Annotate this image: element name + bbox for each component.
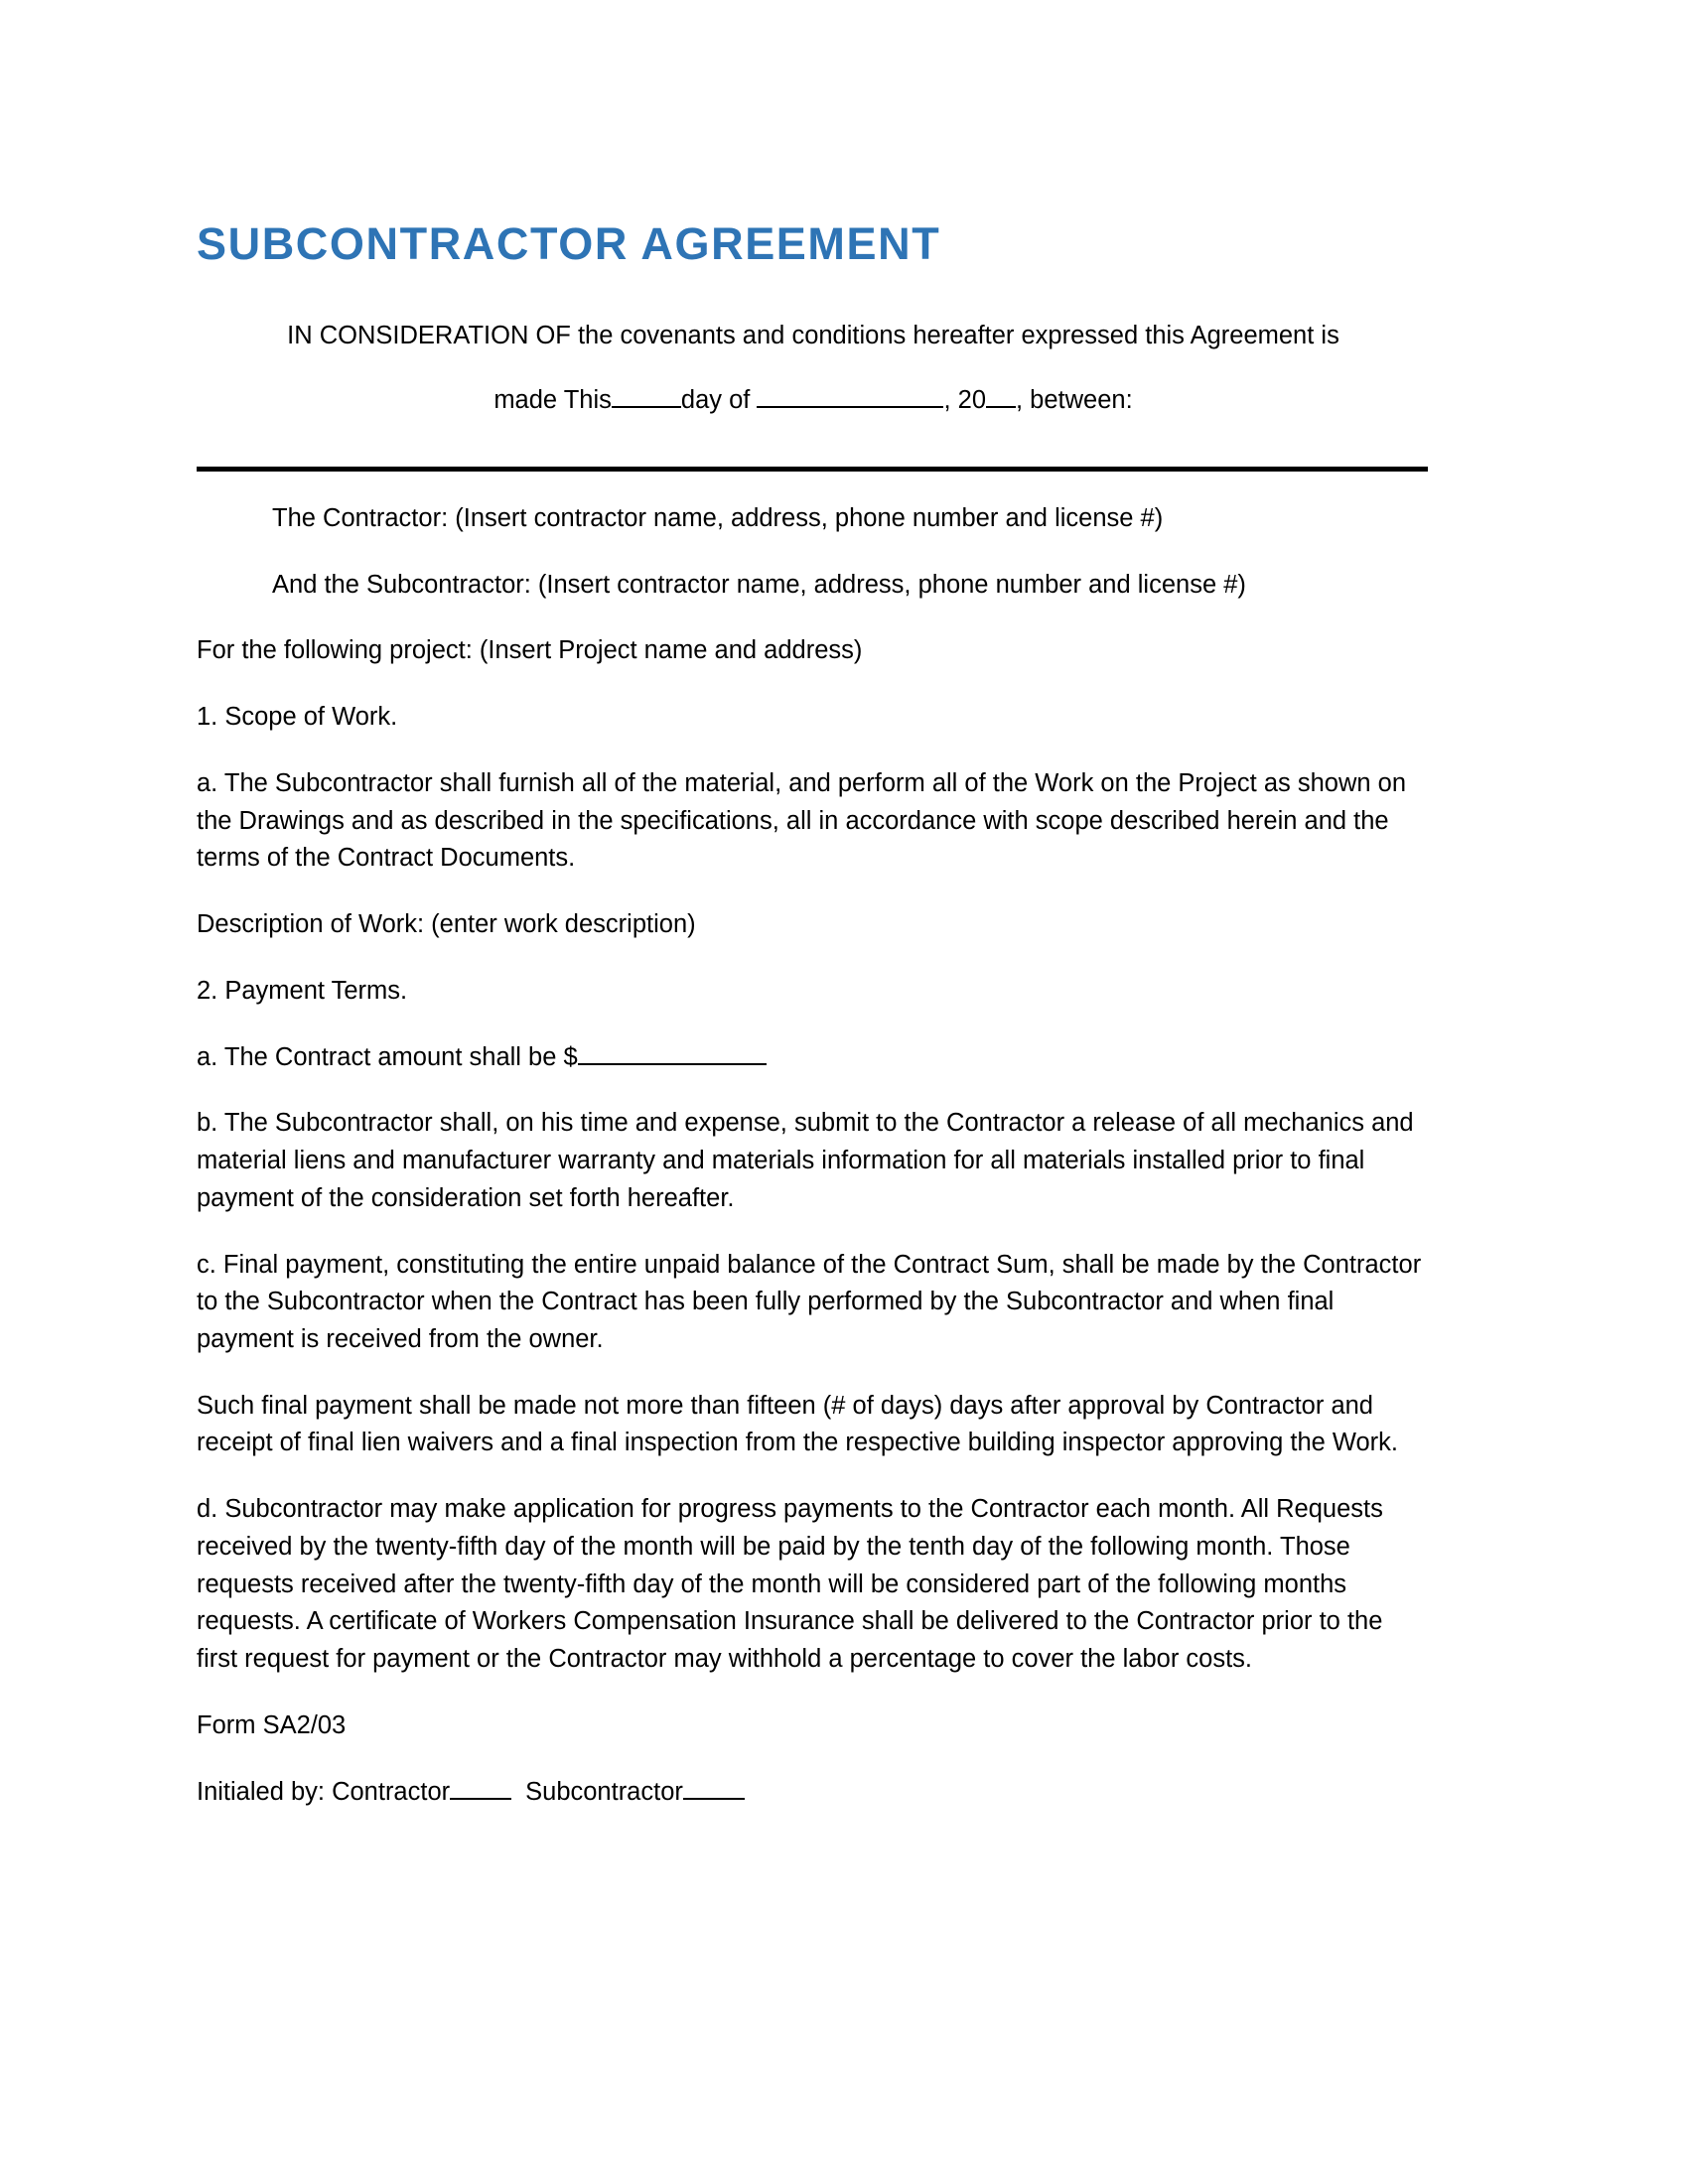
initialed-by-line bbox=[197, 1745, 1430, 1812]
intro-day-of-label: day of bbox=[680, 386, 751, 415]
payment-terms-heading: 2. Payment Terms. bbox=[197, 976, 408, 1005]
subcontractor-line: And the Subcontractor: (Insert contractor name, address, phone number and license #) bbox=[272, 570, 1246, 599]
subcontractor-initials-blank[interactable] bbox=[683, 1798, 745, 1800]
date-day-blank[interactable] bbox=[612, 406, 681, 408]
payment-paragraph-d: d. Subcontractor may make application for progress payments to the Contractor each month. All Requests received by the twenty-fifth day of the month will be paid by the tenth day of the following month. Those requests received after the twenty-fifth day of the month will be considered part of the following months requests. A certificate of Workers Compensation Insurance shall be delivered to the Contractor prior to the first request for payment or the Contractor may withhold a percentage to cover the labor costs. bbox=[197, 1495, 1383, 1674]
payment-paragraph-c-continued: Such final payment shall be made not more than fifteen (# of days) days after approval by Contractor and receipt of final lien waivers and a final inspection from the respective building inspector approving the Work. bbox=[197, 1391, 1399, 1457]
payment-paragraph-a bbox=[197, 1011, 1430, 1077]
contractor-initials-blank[interactable] bbox=[450, 1798, 511, 1800]
project-line: For the following project: (Insert Project name and address) bbox=[197, 636, 863, 665]
contractor-line: The Contractor: (Insert contractor name, address, phone number and license #) bbox=[272, 503, 1164, 532]
payment-paragraph-b: b. The Subcontractor shall, on his time and expense, submit to the Contractor a release of all mechanics and material liens and manufacturer warranty and materials information for all materials installed prior to final payment of the consideration set forth hereafter. bbox=[197, 1109, 1414, 1212]
contract-amount-blank[interactable] bbox=[578, 1063, 767, 1065]
form-number: Form SA2/03 bbox=[197, 1710, 347, 1739]
scope-of-work-heading: 1. Scope of Work. bbox=[197, 703, 398, 732]
intro-line-1: IN CONSIDERATION OF the covenants and conditions hereafter expressed this Agreement is bbox=[287, 322, 1339, 350]
payment-paragraph-c: c. Final payment, constituting the entire unpaid balance of the Contract Sum, shall be made by the Contractor to the Subcontractor when the Contract has been fully performed by the Subcontractor and when final payment is received from the owner. bbox=[197, 1250, 1422, 1353]
contract-amount-label: a. The Contract amount shall be $ bbox=[197, 1042, 578, 1071]
description-of-work-line: Description of Work: (enter work description) bbox=[197, 910, 696, 939]
intro-line-2 bbox=[197, 379, 1430, 423]
date-month-blank[interactable] bbox=[757, 406, 943, 408]
agreement-intro bbox=[197, 315, 1430, 423]
intro-made-this-label: made This bbox=[493, 386, 612, 415]
intro-year-prefix: , 20 bbox=[943, 386, 987, 415]
intro-between-label: , between: bbox=[1016, 386, 1133, 415]
page-title: SUBCONTRACTOR AGREEMENT bbox=[197, 218, 941, 269]
initialed-contractor-label: Initialed by: Contractor bbox=[197, 1777, 451, 1806]
initialed-subcontractor-label: Subcontractor bbox=[525, 1777, 683, 1806]
date-year-blank[interactable] bbox=[986, 406, 1016, 408]
scope-of-work-paragraph-a: a. The Subcontractor shall furnish all of the material, and perform all of the Work on the Project as shown on the Drawings and as described in the specifications, all in accordance with scope described herein and the terms of the Contract Documents. bbox=[197, 768, 1407, 873]
document-body bbox=[197, 0, 1430, 1811]
